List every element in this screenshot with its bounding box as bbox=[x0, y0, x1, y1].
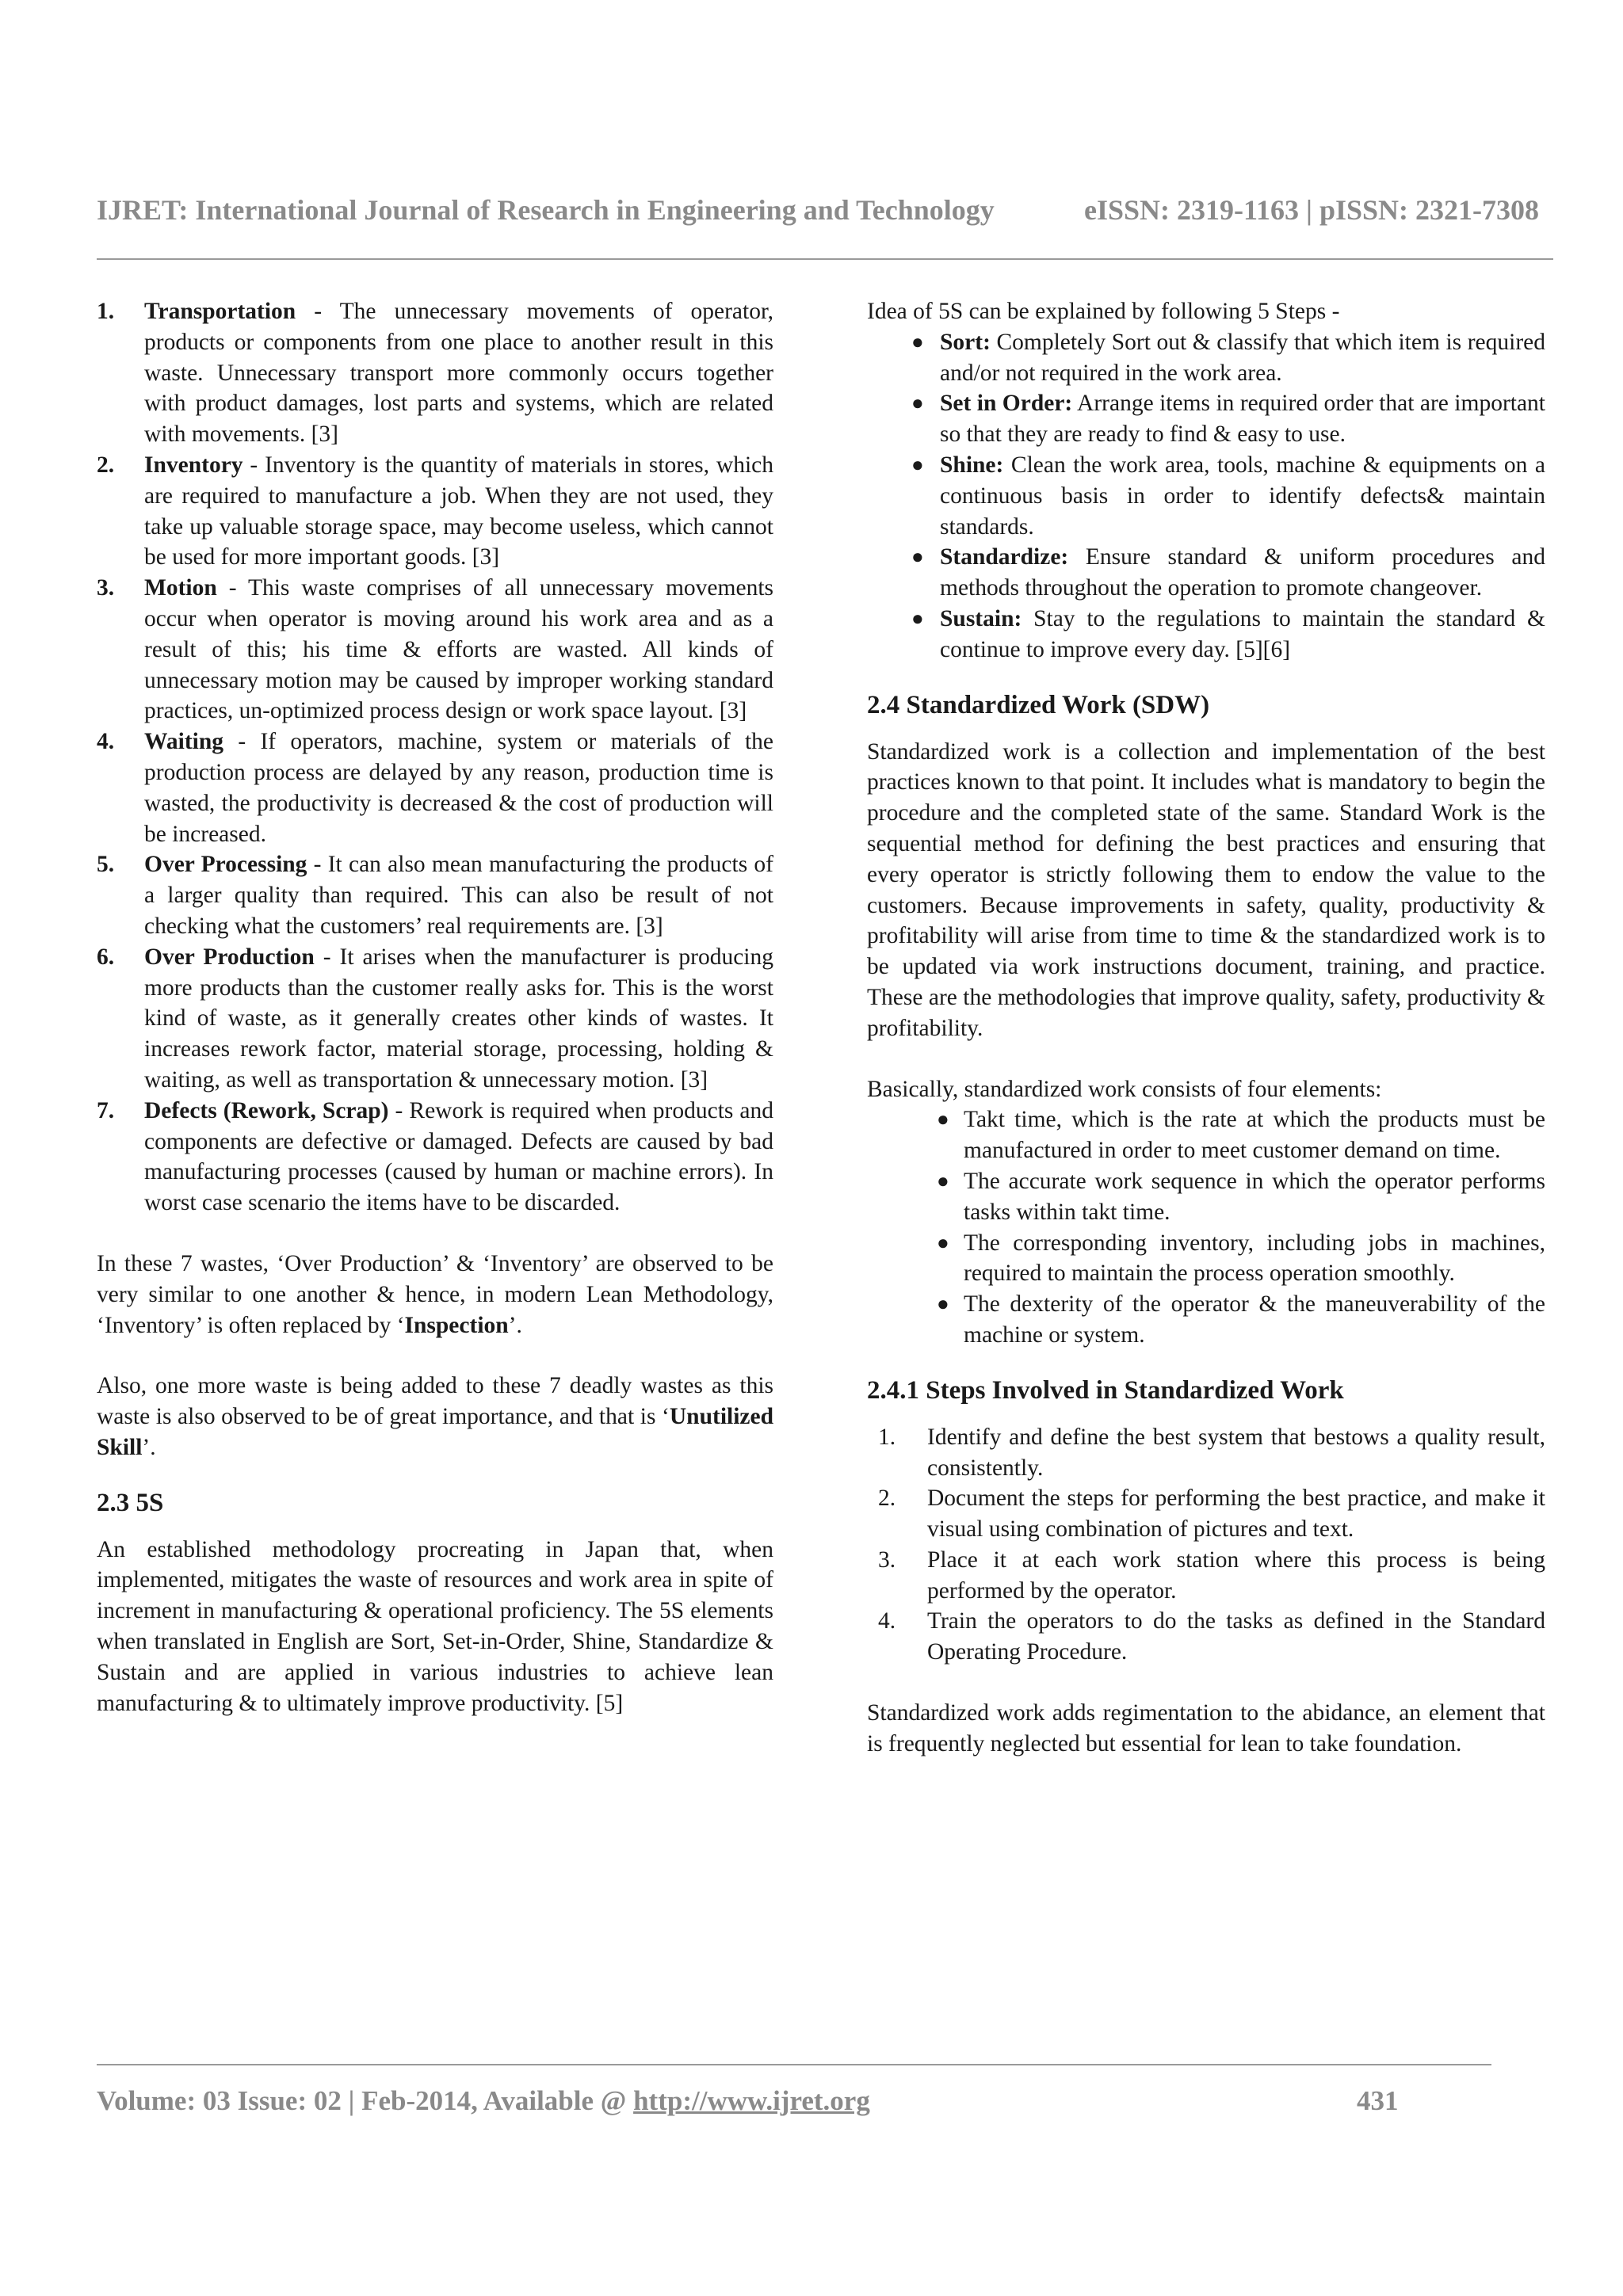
list-item: 4. Waiting - If operators, machine, system or materials of the production process are delayed by any reason, production time is wasted, the productivity is decreased & the cost of production will be increased. bbox=[97, 729, 773, 847]
footer-divider bbox=[97, 2064, 1491, 2065]
right-column bbox=[867, 296, 1545, 1760]
list-item: ● Takt time, which is the rate at which the products must be manufactured in order to meet customer demand on time. bbox=[867, 1104, 1545, 1166]
wastes-list bbox=[97, 296, 773, 1219]
list-item: 7. Defects (Rework, Scrap) - Rework is required when products and components are defective or damaged. Defects are caused by bad manufacturing processes (caused by human or machine errors). In worst case scenario the items have to be discarded. bbox=[97, 1097, 774, 1216]
journal-name: IJRET: International Journal of Research in Engineering and Technology bbox=[97, 194, 995, 226]
section-heading-5s: 2.3 5S bbox=[97, 1488, 164, 1517]
list-item: 4. Train the operators to do the tasks as defined in the Standard Operating Procedure. bbox=[878, 1608, 1545, 1665]
bullet-icon: ● bbox=[937, 1169, 949, 1192]
page-number: 431 bbox=[1357, 2085, 1399, 2116]
paragraph-5s-intro: Idea of 5S can be explained by following 5 Steps - bbox=[867, 299, 1340, 324]
four-elements-list bbox=[867, 1104, 1545, 1350]
list-item: ● Sustain: Stay to the regulations to maintain the standard & continue to improve every day. [5][6] bbox=[867, 604, 1545, 666]
paragraph-5s: An established methodology procreating in Japan that, when implemented, mitigates the waste of resources and work area in spite of increment in manufacturing & operational proficiency. The 5S elements when translated in English are Sort, Set-in-Order, Shine, Standardize & Sustain and are applied in various industries to achieve lean manufacturing & to ultimately improve productivity. [5] bbox=[97, 1536, 773, 1716]
list-item: ● The accurate work sequence in which the operator performs tasks within takt time. bbox=[867, 1166, 1545, 1228]
list-item: 1. Transportation - The unnecessary movements of operator, products or components from one place to another result in this waste. Unnecessary transport more commonly occurs together with product damages, lost parts and systems, which are related with movements. [3] bbox=[97, 299, 773, 448]
list-item: ● Sort: Completely Sort out & classify that which item is required and/or not required in the work area. bbox=[867, 327, 1545, 389]
list-item: 6. Over Production - It arises when the manufacturer is producing more products than the customer really asks for. This is the worst kind of waste, as it generally creates other kinds of wastes. It increases rework factor, material storage, processing, holding & waiting, as well as transportation & unnecessary motion. [3] bbox=[97, 944, 774, 1093]
list-item: ● Shine: Clean the work area, tools, machine & equipments on a continuous basis in order to identify defects& maintain standards. bbox=[867, 450, 1545, 542]
paragraph-unutilized-skill: Also, one more waste is being added to these 7 deadly wastes as this waste is also observed to be of great importance, and that is ‘Unutilized Skill’. bbox=[97, 1373, 773, 1460]
bullet-icon: ● bbox=[911, 330, 924, 353]
list-item: 5. Over Processing - It can also mean manufacturing the products of a larger quality than required. This can also be result of not checking what the customers’ real requirements are. [3] bbox=[97, 852, 773, 939]
bullet-icon: ● bbox=[911, 606, 924, 630]
list-item: ● Standardize: Ensure standard & uniform procedures and methods throughout the operation to promote changeover. bbox=[867, 542, 1545, 604]
running-footer bbox=[97, 2085, 870, 2117]
left-column bbox=[97, 296, 773, 1718]
paragraph-conclusion: Standardized work adds regimentation to the abidance, an element that is frequently neglected but essential for lean to take foundation. bbox=[867, 1700, 1545, 1756]
list-item: 1. Identify and define the best system that bestows a quality result, consistently. bbox=[878, 1424, 1545, 1481]
issn: eISSN: 2319-1163 | pISSN: 2321-7308 bbox=[1084, 194, 1539, 226]
journal-link[interactable]: http://www.ijret.org bbox=[633, 2085, 870, 2116]
paragraph-sdw: Standardized work is a collection and implementation of the best practices known to that point. It includes what is mandatory to begin the procedure and the completed state of the same. Standard Work is the sequential method for defining the best practices and ensuring that every operator is strictly following them to endow the value to the customers. Because improvements in safety, quality, productivity & profitability will arise from time to time & the standardized work is to be updated via work instructions document, training, and practice. These are the methodologies that improve quality, safety, productivity & profitability. bbox=[867, 738, 1545, 1041]
list-item: 3. Place it at each work station where this process is being performed by the operator. bbox=[878, 1547, 1545, 1604]
list-item: 3. Motion - This waste comprises of all unnecessary movements occur when operator is moving around his work area and as a result of this; his time & efforts are wasted. All kinds of unnecessary motion may be caused by improper working standard practices, un-optimized process design or work space layout. [3] bbox=[97, 575, 773, 724]
running-header bbox=[97, 193, 1539, 227]
paragraph-inspection: In these 7 wastes, ‘Over Production’ & ‘Inventory’ are observed to be very similar to one another & hence, in modern Lean Methodology, ‘Inventory’ is often replaced by ‘Inspection’. bbox=[97, 1250, 773, 1338]
5s-steps-list bbox=[867, 327, 1545, 666]
bullet-icon: ● bbox=[911, 452, 924, 476]
section-heading-sdw: 2.4 Standardized Work (SDW) bbox=[867, 690, 1210, 719]
list-item: 2. Document the steps for performing the best practice, and make it visual using combination of pictures and text. bbox=[878, 1486, 1545, 1543]
list-item: ● Set in Order: Arrange items in required order that are important so that they are ready to find & easy to use. bbox=[867, 388, 1545, 450]
section-heading-steps: 2.4.1 Steps Involved in Standardized Work bbox=[867, 1375, 1344, 1405]
bullet-icon: ● bbox=[911, 391, 924, 415]
bullet-icon: ● bbox=[937, 1108, 949, 1131]
bullet-icon: ● bbox=[937, 1292, 949, 1316]
header-divider bbox=[97, 258, 1553, 260]
sdw-steps-list bbox=[867, 1422, 1545, 1668]
volume-info: Volume: 03 Issue: 02 | Feb-2014, Available @ bbox=[97, 2085, 634, 2116]
list-item: 2. Inventory - Inventory is the quantity of materials in stores, which are required to manufacture a job. When they are not used, they take up valuable storage space, may become useless, which cannot be used for more important goods. [3] bbox=[97, 452, 773, 570]
bullet-icon: ● bbox=[911, 545, 924, 569]
paragraph-four-elements: Basically, standardized work consists of four elements: bbox=[867, 1076, 1382, 1102]
bullet-icon: ● bbox=[937, 1230, 949, 1254]
list-item: ● The corresponding inventory, including jobs in machines, required to maintain the process operation smoothly. bbox=[867, 1228, 1545, 1290]
list-item: ● The dexterity of the operator & the maneuverability of the machine or system. bbox=[867, 1289, 1545, 1351]
